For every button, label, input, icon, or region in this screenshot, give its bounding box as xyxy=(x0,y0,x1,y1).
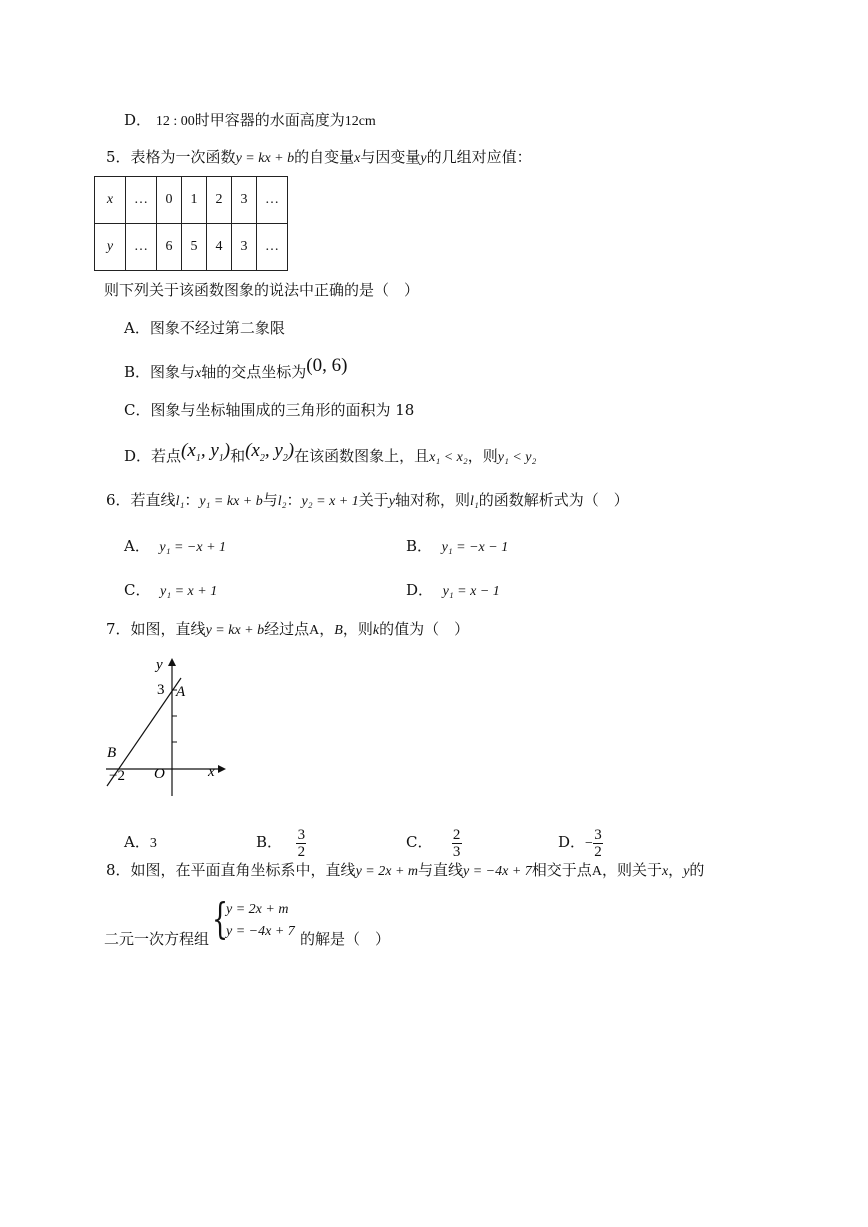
table-cell: 3 xyxy=(232,177,257,224)
formula: y = kx + b xyxy=(205,623,265,638)
option-label: C． xyxy=(124,581,151,599)
denominator: 2 xyxy=(594,843,602,860)
system-equation-1: y = 2x + m xyxy=(226,902,289,917)
line-l2: l₂ xyxy=(277,494,287,509)
var-k: k xyxy=(372,623,380,638)
x-axis-label: x xyxy=(208,764,215,780)
var-x: x xyxy=(661,864,669,879)
formula: y₁ = kx + b xyxy=(199,494,263,509)
option-text: 时甲容器的水面高度为 xyxy=(194,111,345,129)
q6-option-a xyxy=(124,536,226,558)
point-b-label: B xyxy=(107,745,117,761)
q7-stem xyxy=(106,619,469,641)
option-formula: y₁ = x − 1 xyxy=(442,584,500,599)
text: 在该函数图象上，且 xyxy=(294,447,430,465)
denominator: 3 xyxy=(452,843,461,860)
point-b-label: B xyxy=(334,623,343,638)
table-cell: 6 xyxy=(157,224,182,271)
table-cell: 1 xyxy=(182,177,207,224)
tick-label-neg-2: −2 xyxy=(109,768,125,784)
height-value: 12cm xyxy=(344,114,376,129)
text: 与因变量 xyxy=(360,148,421,166)
text: 若直线 xyxy=(130,491,176,509)
option-label: B． xyxy=(124,363,151,381)
option-label: D． xyxy=(406,581,434,599)
table-cell: y xyxy=(95,224,126,271)
var-y: y xyxy=(683,864,690,879)
table-cell: … xyxy=(257,224,288,271)
text: ，则 xyxy=(342,620,373,638)
table-cell: 0 xyxy=(157,177,182,224)
option-label: C． xyxy=(124,401,151,419)
q6-option-d xyxy=(406,580,500,602)
table-row-x xyxy=(95,177,288,224)
option-value: 3 xyxy=(149,836,157,851)
q6-option-c xyxy=(124,580,217,602)
text: ，则 xyxy=(467,447,498,465)
option-text: 图象与坐标轴围成的三角形的面积为 18 xyxy=(150,401,415,419)
var-x: x xyxy=(195,366,202,381)
table-row-y xyxy=(95,224,288,271)
point-x: (x xyxy=(181,440,196,461)
option-label: A． xyxy=(124,833,150,851)
tick-label-3: 3 xyxy=(157,682,165,698)
var-y: y xyxy=(388,494,395,509)
fraction xyxy=(593,827,603,860)
text: ， xyxy=(319,620,335,638)
numerator: 3 xyxy=(594,826,602,843)
option-label: A． xyxy=(124,537,150,555)
q5-option-d xyxy=(124,440,537,474)
y-axis-arrow xyxy=(168,658,176,666)
line-l1: l₁ xyxy=(175,494,185,509)
formula: y = −4x + 7 xyxy=(463,864,532,879)
option-label: B． xyxy=(406,537,433,555)
table-cell: … xyxy=(126,177,157,224)
text: 如图，直线 xyxy=(130,620,206,638)
text: ： xyxy=(286,491,302,509)
denominator: 2 xyxy=(297,843,306,860)
q5-question: 则下列关于该函数图象的说法中正确的是（ ） xyxy=(104,281,420,299)
value-table xyxy=(94,176,288,271)
point-2: ($x_2$, $y_2$) xyxy=(245,440,295,464)
formula: y = kx + b xyxy=(235,151,295,166)
point-x: (x xyxy=(245,440,260,461)
option-formula: y₁ = −x − 1 xyxy=(441,540,509,555)
point-a-label: A xyxy=(591,864,602,879)
q7-option-a xyxy=(124,832,157,854)
text: 和 xyxy=(230,447,246,465)
origin-label: O xyxy=(154,766,165,782)
point-1: ($x_1$, $y_1$) xyxy=(181,440,231,464)
brace-icon: { xyxy=(212,894,229,943)
var-y: y xyxy=(420,151,427,166)
numerator: 3 xyxy=(297,826,306,843)
q8-line2-pre: 二元一次方程组 xyxy=(104,930,210,948)
point-a-label: A xyxy=(176,684,186,700)
table-cell: x xyxy=(95,177,126,224)
text: 图象与 xyxy=(150,363,196,381)
q7-graph xyxy=(100,652,230,802)
q4-option-d xyxy=(124,110,376,132)
text: 的 xyxy=(689,861,705,879)
text: 的几组对应值： xyxy=(426,148,532,166)
system-equation-2: y = −4x + 7 xyxy=(226,924,295,939)
coordinate: (0, 6) xyxy=(306,355,348,376)
q5-option-a xyxy=(124,318,285,338)
q5-option-b xyxy=(124,355,348,384)
option-label: C． xyxy=(406,833,433,851)
text: 经过点 xyxy=(264,620,310,638)
option-text: 图象不经过第二象限 xyxy=(149,319,285,337)
text: ， xyxy=(668,861,684,879)
x-axis-arrow xyxy=(218,765,226,773)
table-cell: 2 xyxy=(207,177,232,224)
q6-stem xyxy=(106,490,629,512)
text: ，则关于 xyxy=(601,861,662,879)
option-label: D． xyxy=(558,833,586,851)
option-label: D． xyxy=(124,111,152,129)
option-formula: y₁ = x + 1 xyxy=(160,584,218,599)
text: ： xyxy=(184,491,200,509)
text: 关于 xyxy=(358,491,389,509)
q5-stem xyxy=(106,147,532,169)
question-number: 6． xyxy=(106,491,131,509)
text: 如图，在平面直角坐标系中，直线 xyxy=(130,861,356,879)
option-label: B． xyxy=(256,833,283,851)
q8-stem xyxy=(106,860,704,882)
table-cell: … xyxy=(126,224,157,271)
text: 的函数解析式为（ ） xyxy=(478,491,629,509)
text: 若点 xyxy=(151,447,182,465)
text: 的值为（ ） xyxy=(379,620,470,638)
option-formula: y₁ = −x + 1 xyxy=(159,540,227,555)
question-number: 8． xyxy=(106,861,131,879)
table-cell: … xyxy=(257,177,288,224)
fraction xyxy=(296,827,306,860)
table-cell: 5 xyxy=(182,224,207,271)
text: 与直线 xyxy=(418,861,464,879)
text: 与 xyxy=(262,491,278,509)
q6-option-b xyxy=(406,536,508,558)
q8-line2-post: 的解是（ ） xyxy=(300,930,391,948)
q5-option-c xyxy=(124,400,414,420)
minus-sign: − xyxy=(585,836,593,851)
table-cell: 4 xyxy=(207,224,232,271)
time-value: 12 : 00 xyxy=(155,114,195,129)
result: y₁ < y₂ xyxy=(497,450,537,465)
text: 表格为一次函数 xyxy=(130,148,236,166)
formula: y₂ = x + 1 xyxy=(301,494,359,509)
line-l1: l₁ xyxy=(470,494,479,509)
y-axis-label: y xyxy=(156,657,163,673)
point-a-label: A xyxy=(309,623,320,638)
condition: x₁ < x₂ xyxy=(429,450,468,465)
question-number: 5． xyxy=(106,148,131,166)
option-label: A． xyxy=(124,319,150,337)
fraction xyxy=(452,827,462,860)
text: 轴对称，则 xyxy=(394,491,470,509)
text: 相交于点 xyxy=(531,861,592,879)
text: 的自变量 xyxy=(294,148,355,166)
formula: y = 2x + m xyxy=(355,864,418,879)
var-x: x xyxy=(354,151,361,166)
table-cell: 3 xyxy=(232,224,257,271)
question-number: 7． xyxy=(106,620,131,638)
numerator: 2 xyxy=(452,826,461,843)
text: 轴的交点坐标为 xyxy=(201,363,307,381)
option-label: D． xyxy=(124,447,152,465)
